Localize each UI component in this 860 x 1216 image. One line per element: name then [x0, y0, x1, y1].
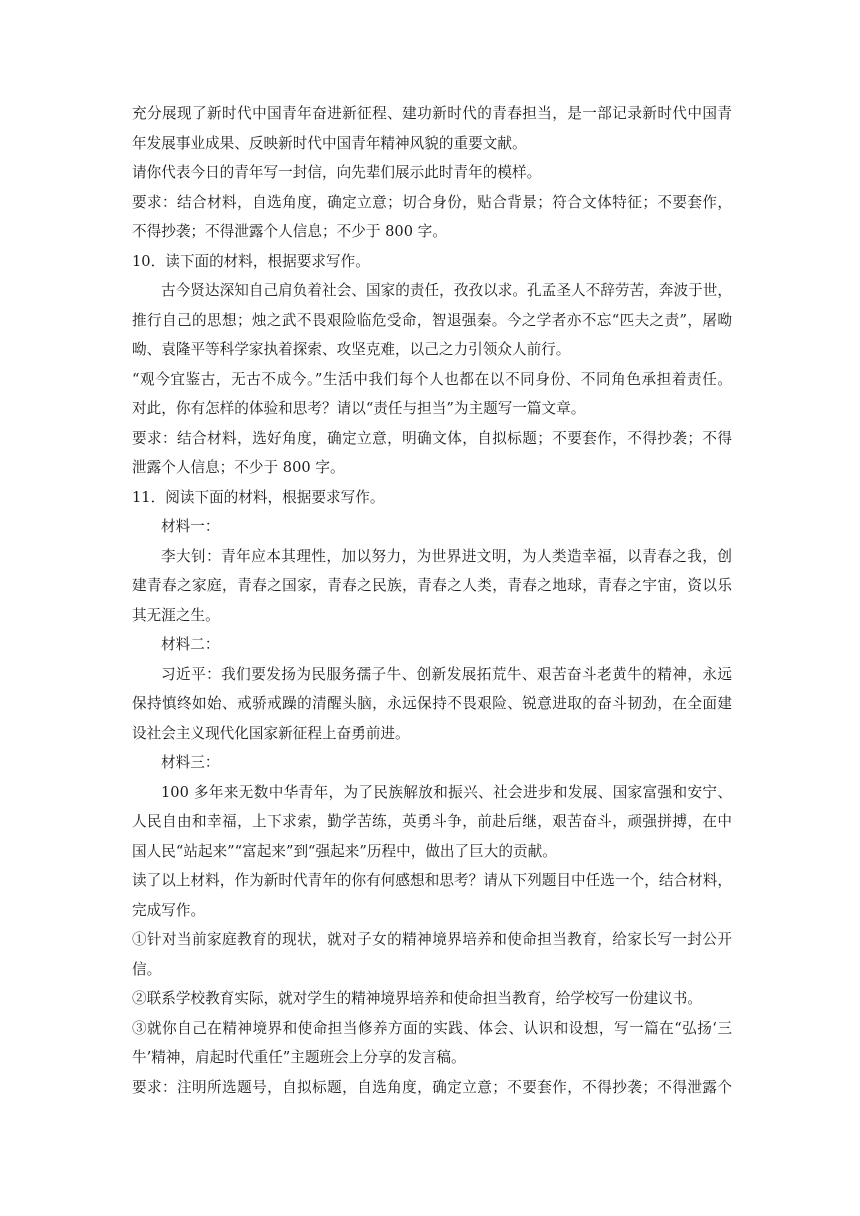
text-line: 李大钊：青年应本其理性，加以努力，为世界进文明，为人类造幸福，以青春之我，创 [161, 547, 732, 565]
text-line: 其无涯之生。 [132, 606, 220, 624]
text-line: 不得抄袭；不得泄露个人信息；不少于 800 字。 [132, 223, 447, 240]
text-line: 要求：结合材料，选好角度，确定立意，明确文体，自拟标题；不要套作，不得抄袭；不得 [132, 429, 732, 447]
text-line: ③就你自己在精神境界和使命担当修养方面的实践、体会、认识和设想，写一篇在“弘扬‘三 [132, 1019, 732, 1037]
text-line: 完成写作。 [132, 901, 206, 919]
text-line: 材料一： [161, 518, 220, 535]
text-line: 年发展事业成果、反映新时代中国青年精神风貌的重要文献。 [132, 134, 527, 152]
text-line: 材料三： [161, 754, 220, 771]
text-line: 对此，你有怎样的体验和思考？请以“责任与担当”为主题写一篇文章。 [132, 400, 586, 417]
text-line: 建青春之家庭，青春之国家，青春之民族，青春之人类，青春之地球，青春之宇宙，资以乐 [132, 577, 732, 594]
text-line: 泄露个人信息；不少于 800 字。 [132, 459, 345, 476]
text-line: “观今宜鉴古，无古不成今。”生活中我们每个人也都在以不同身份、不同角色承担着责任。 [132, 370, 732, 388]
text-line: ①针对当前家庭教育的现状，就对子女的精神境界培养和使命担当教育，给家长写一封公开 [132, 931, 732, 948]
text-line: 要求：结合材料，自选角度，确定立意；切合身份，贴合背景；符合文体特征；不要套作， [132, 193, 732, 211]
document-body [132, 99, 732, 1102]
text-line: 信。 [132, 960, 162, 978]
text-line: 材料二： [161, 636, 220, 653]
text-line: 习近平：我们要发扬为民服务孺子牛、创新发展拓荒牛、艰苦奋斗老黄牛的精神，永远 [161, 665, 732, 683]
text-line: 100 多年来无数中华青年，为了民族解放和振兴、社会进步和发展、国家富强和安宁、 [161, 783, 732, 801]
text-line: 设社会主义现代化国家新征程上奋勇前进。 [132, 724, 410, 742]
text-line: 充分展现了新时代中国青年奋进新征程、建功新时代的青春担当，是一部记录新时代中国青 [132, 105, 732, 122]
text-line: 推行自己的思想；烛之武不畏艰险临危受命，智退强秦。今之学者亦不忘“匹夫之责”，屠呦 [132, 311, 732, 329]
text-line: 呦、袁隆平等科学家执着探索、攻坚克难，以己之力引领众人前行。 [132, 341, 571, 358]
text-line: 保持慎终如始、戒骄戒躁的清醒头脑，永远保持不畏艰险、锐意进取的奋斗韧劲，在全面建 [132, 695, 732, 712]
text-line: 国人民“站起来”“富起来”到“强起来”历程中，做出了巨大的贡献。 [132, 842, 557, 860]
text-line: ②联系学校教育实际，就对学生的精神境界培养和使命担当教育，给学校写一份建议书。 [132, 990, 702, 1007]
text-line: 要求：注明所选题号，自拟标题，自选角度，确定立意；不要套作，不得抄袭；不得泄露个 [132, 1078, 732, 1096]
text-line: 牛’精神，肩起时代重任”主题班会上分享的发言稿。 [132, 1049, 466, 1066]
text-line: 古今贤达深知自己肩负着社会、国家的责任，孜孜以求。孔孟圣人不辞劳苦，奔波于世， [161, 282, 732, 299]
text-line: 读了以上材料，作为新时代青年的你有何感想和思考？请从下列题目中任选一个，结合材料， [132, 872, 732, 889]
text-line: 人民自由和幸福，上下求索，勤学苦练，英勇斗争，前赴后继，艰苦奋斗，顽强拼搏，在中 [132, 813, 732, 830]
text-line: 请你代表今日的青年写一封信，向先辈们展示此时青年的模样。 [132, 164, 542, 181]
text-line: 10．读下面的材料，根据要求写作。 [132, 252, 370, 270]
text-line: 11．阅读下面的材料，根据要求写作。 [132, 488, 385, 506]
